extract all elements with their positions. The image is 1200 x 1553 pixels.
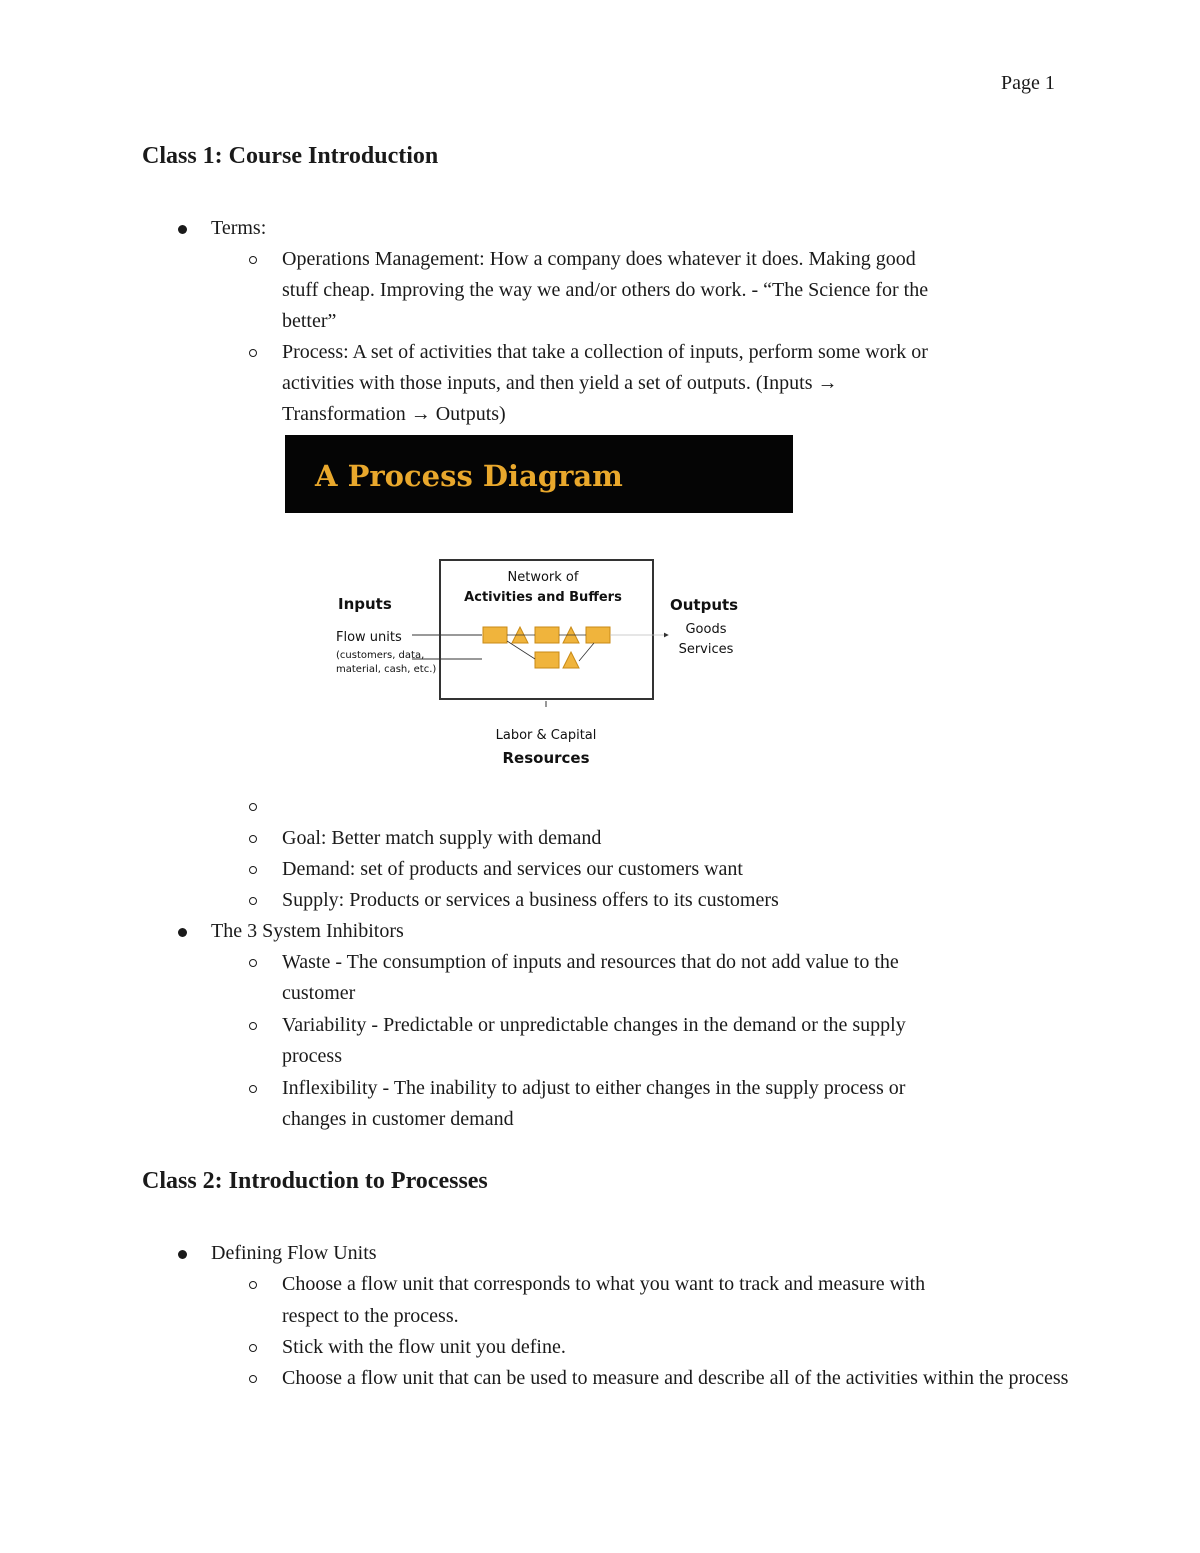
sub-bullet-circle	[249, 1344, 257, 1352]
process-line-3: Transformation → Outputs)	[282, 403, 506, 425]
empty-sub-bullet-circle	[249, 803, 257, 811]
sub-bullet-circle	[249, 897, 257, 905]
flow-units-detail-1: (customers, data,	[336, 650, 425, 661]
supply-line: Supply: Products or services a business offers to its customers	[282, 889, 779, 911]
outputs-label: Outputs	[670, 596, 739, 614]
process-diagram	[330, 555, 760, 775]
bullet-dot	[178, 928, 187, 937]
class2-heading: Class 2: Introduction to Processes	[142, 1168, 488, 1194]
variability-line-1: Variability - Predictable or unpredictable changes in the demand or the supply	[282, 1014, 906, 1036]
page-number: Page 1	[1001, 72, 1055, 94]
sub-bullet-circle	[249, 1022, 257, 1030]
process-diagram-title: A Process Diagram	[315, 459, 623, 493]
inflexibility-line-2: changes in customer demand	[282, 1108, 514, 1130]
activity-box	[586, 627, 610, 643]
sub-bullet-circle	[249, 349, 257, 357]
inputs-label: Inputs	[338, 595, 392, 613]
process-line-2: activities with those inputs, and then yield a set of outputs. (Inputs →	[282, 372, 838, 394]
flow-units-label: Flow units	[336, 630, 402, 645]
bullet-dot	[178, 225, 187, 234]
outputs-goods: Goods	[685, 622, 727, 637]
network-title-line-2: Activities and Buffers	[464, 590, 622, 605]
sub-bullet-circle	[249, 1085, 257, 1093]
bullet-dot	[178, 1250, 187, 1259]
activity-box	[535, 652, 559, 668]
sub-bullet-circle	[249, 256, 257, 264]
sub-bullet-circle	[249, 1281, 257, 1289]
network-title-line-1: Network of	[507, 570, 579, 585]
terms-label: Terms:	[211, 217, 267, 239]
ops-mgmt-line-2: stuff cheap. Improving the way we and/or others do work. - “The Science for the	[282, 279, 929, 301]
demand-line: Demand: set of products and services our customers want	[282, 858, 743, 880]
inhibitors-label: The 3 System Inhibitors	[211, 920, 404, 942]
sub-bullet-circle	[249, 959, 257, 967]
process-line-1: Process: A set of activities that take a collection of inputs, perform some work or	[282, 341, 928, 363]
process-diagram-banner	[285, 435, 793, 513]
activity-box	[483, 627, 507, 643]
sub-bullet-circle	[249, 866, 257, 874]
sub-bullet-circle	[249, 1375, 257, 1383]
outputs-services: Services	[678, 642, 734, 657]
inflexibility-line-1: Inflexibility - The inability to adjust to either changes in the supply process or	[282, 1077, 906, 1099]
flow-units-detail-2: material, cash, etc.)	[336, 664, 437, 675]
waste-line-2: customer	[282, 982, 356, 1004]
waste-line-1: Waste - The consumption of inputs and resources that do not add value to the	[282, 951, 899, 973]
defining-flow-units-label: Defining Flow Units	[211, 1242, 377, 1264]
class1-heading: Class 1: Course Introduction	[142, 143, 439, 169]
ops-mgmt-line-1: Operations Management: How a company does whatever it does. Making good	[282, 248, 916, 270]
resources-label-bottom: Resources	[502, 749, 590, 767]
resources-label-top: Labor & Capital	[495, 728, 597, 743]
goal-line: Goal: Better match supply with demand	[282, 827, 602, 849]
flow-unit-item-2: Stick with the flow unit you define.	[282, 1336, 566, 1358]
activity-box	[535, 627, 559, 643]
sub-bullet-circle	[249, 835, 257, 843]
flow-unit-item-1-line-1: Choose a flow unit that corresponds to what you want to track and measure with	[282, 1273, 926, 1295]
variability-line-2: process	[282, 1045, 342, 1067]
flow-unit-item-1-line-2: respect to the process.	[282, 1305, 459, 1327]
flow-unit-item-3: Choose a flow unit that can be used to measure and describe all of the activities within the process	[282, 1367, 1069, 1389]
ops-mgmt-line-3: better”	[282, 310, 337, 332]
